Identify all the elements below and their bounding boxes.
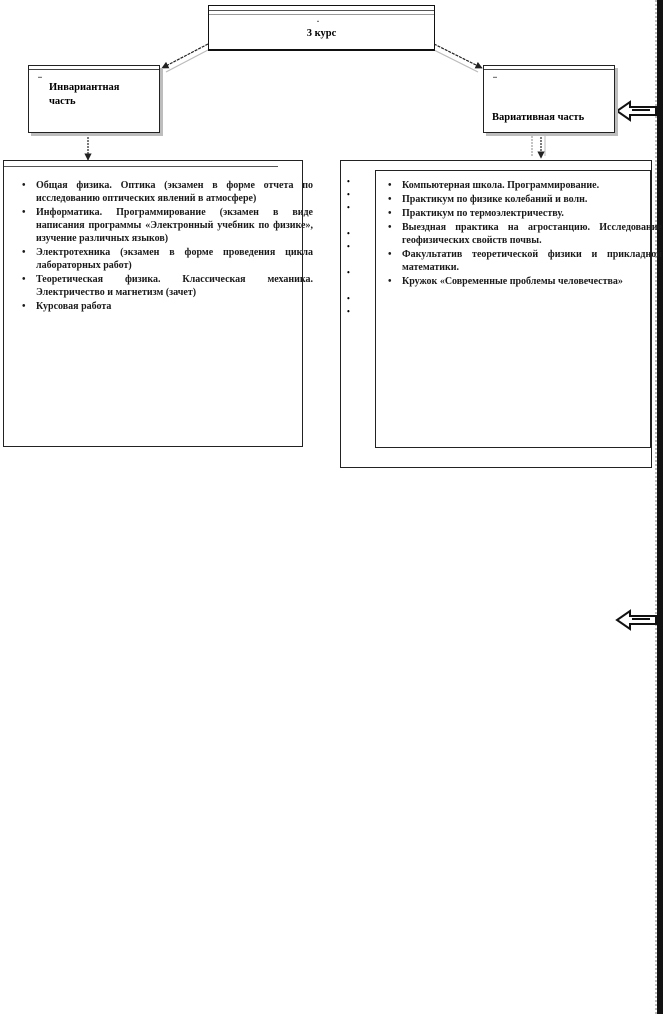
arrow-to-variative [434, 44, 482, 68]
list-item: • Практикум по физике колебаний и волн. [402, 193, 662, 206]
invariant-list-box [3, 160, 313, 447]
list-item: • Теоретическая физика. Классическая механика. Электричество и магнетизм (зачет) [36, 273, 313, 299]
variative-outer-box: • • • • • • • • [340, 160, 652, 468]
arrow-to-invariant [162, 44, 208, 68]
list-item: • Компьютерная школа. Программирование. [402, 179, 662, 192]
invariant-title: Инвариантная часть [49, 82, 120, 107]
list-item: • Электротехника (экзамен в форме проведения цикла лабораторных работ) [36, 246, 313, 272]
list-item: • Курсовая работа [36, 300, 313, 313]
list-item: • Кружок «Современные проблемы человечества» [402, 275, 662, 288]
list-item: • Факультатив теоретической физики и прикладной математики. [402, 248, 662, 274]
side-arrow-lower [617, 611, 656, 629]
invariant-box: .. Инвариантная часть [28, 65, 160, 133]
list-item: • Выездная практика на агростанцию. Исследование геофизических свойств почвы. [402, 221, 662, 247]
variative-list [382, 179, 662, 289]
list-item: • Информатика. Программирование (экзамен в виде написания программы «Электронный учебник по физике», изучение различных языков) [36, 206, 313, 245]
list-item: • Общая физика. Оптика (экзамен в форме отчета по исследованию оптических явлений в атмосфере) [36, 179, 313, 205]
invariant-list [16, 179, 313, 314]
variative-box: .. Вариативная часть [483, 65, 615, 133]
variative-title: Вариативная часть [492, 112, 585, 123]
course-box: . 3 курс [208, 5, 435, 51]
right-vertical-bar [657, 0, 663, 1014]
list-item: • Практикум по термоэлектричеству. [402, 207, 662, 220]
side-arrow-upper [617, 102, 656, 120]
variative-list-box [375, 170, 662, 448]
course-title: 3 курс [306, 28, 337, 39]
